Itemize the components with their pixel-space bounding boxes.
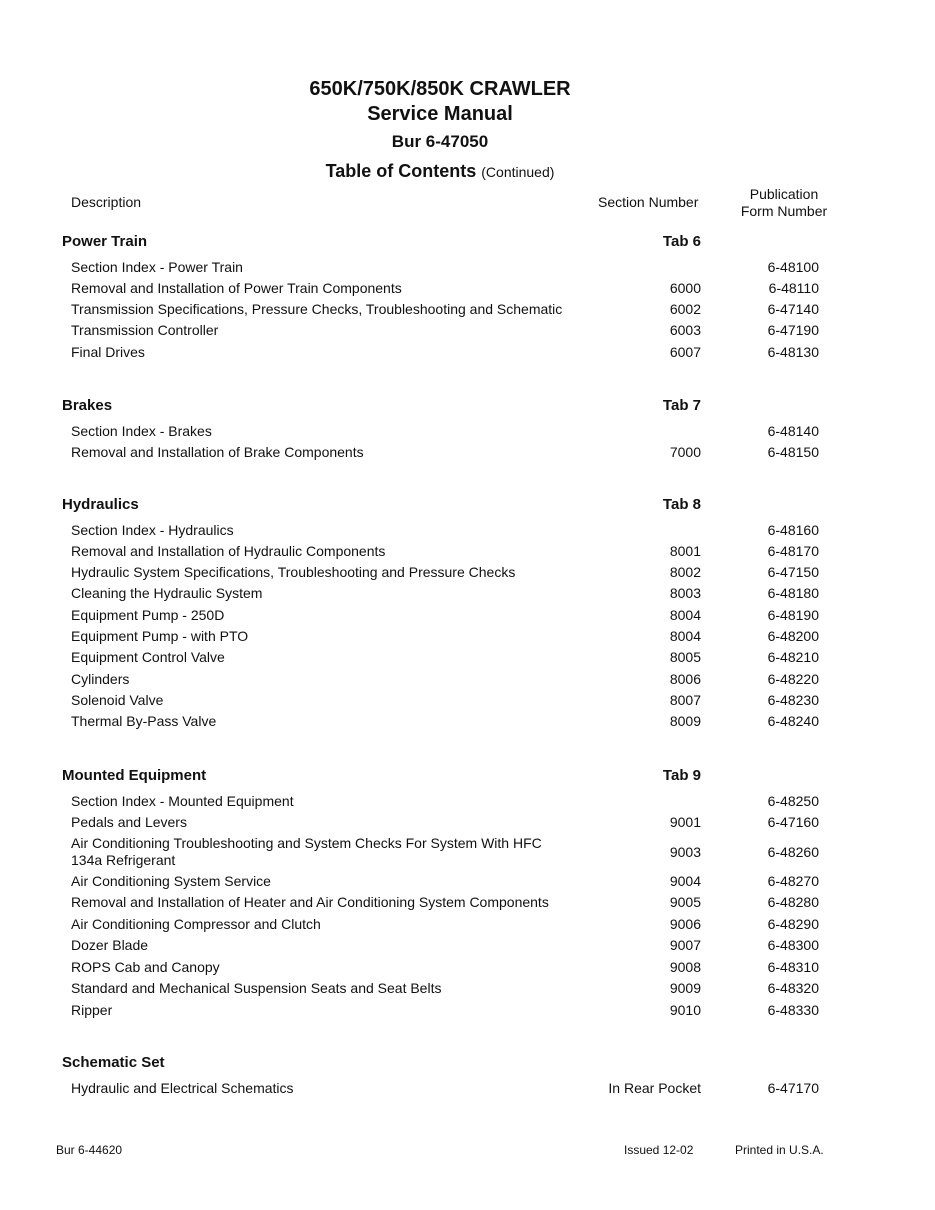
row-description: Removal and Installation of Heater and Air Conditioning System Components <box>71 894 549 910</box>
row-form-number: 6-48200 <box>767 628 819 644</box>
row-form-number: 6-48260 <box>767 844 819 860</box>
row-description: Removal and Installation of Power Train Components <box>71 280 402 296</box>
row-section-number: 9008 <box>669 959 701 975</box>
section-title: Mounted Equipment <box>62 767 207 784</box>
row-description: ROPS Cab and Canopy <box>71 959 220 975</box>
section-tab: Tab 6 <box>662 233 701 250</box>
section-title: Schematic Set <box>62 1054 165 1071</box>
section-tab: Tab 7 <box>662 397 701 414</box>
row-form-number: 6-47140 <box>767 301 819 317</box>
row-description: Standard and Mechanical Suspension Seats and Seat Belts <box>71 980 442 996</box>
row-form-number: 6-47190 <box>767 322 819 338</box>
column-header-pub-line1: Publication <box>749 186 819 202</box>
row-section-number: 9005 <box>669 894 701 910</box>
bur-number: Bur 6-47050 <box>391 132 489 151</box>
column-header-section-number: Section Number <box>598 194 699 210</box>
row-section-number: 8006 <box>669 671 701 687</box>
row-description: Section Index - Brakes <box>71 423 212 439</box>
footer-bur-number: Bur 6-44620 <box>56 1143 123 1157</box>
row-form-number: 6-47170 <box>767 1080 819 1096</box>
row-form-number: 6-48190 <box>767 607 819 623</box>
row-form-number: 6-48280 <box>767 894 819 910</box>
footer-printed: Printed in U.S.A. <box>735 1143 824 1157</box>
row-section-number: 7000 <box>669 444 701 460</box>
row-section-number: 9009 <box>669 980 701 996</box>
row-form-number: 6-48150 <box>767 444 819 460</box>
row-form-number: 6-48170 <box>767 543 819 559</box>
row-description: Equipment Control Valve <box>71 649 225 665</box>
row-section-number: 9004 <box>669 873 701 889</box>
row-description: Thermal By-Pass Valve <box>71 713 217 729</box>
row-form-number: 6-48130 <box>767 344 819 360</box>
column-header-description: Description <box>71 194 142 210</box>
row-form-number: 6-48210 <box>767 649 819 665</box>
row-description: Equipment Pump - with PTO <box>71 628 249 644</box>
row-form-number: 6-48100 <box>767 259 819 275</box>
row-description: Hydraulic System Specifications, Troubleshooting and Pressure Checks <box>71 564 516 580</box>
toc-label: Table of Contents <box>325 161 477 181</box>
section-tab: Tab 8 <box>662 496 701 513</box>
row-section-number: In Rear Pocket <box>608 1080 701 1096</box>
row-form-number: 6-48300 <box>767 937 819 953</box>
row-section-number: 8004 <box>669 607 701 623</box>
row-description: Pedals and Levers <box>71 814 187 830</box>
section-title: Hydraulics <box>62 496 139 513</box>
row-description: Solenoid Valve <box>71 692 164 708</box>
row-section-number: 6002 <box>669 301 701 317</box>
row-form-number: 6-48220 <box>767 671 819 687</box>
row-form-number: 6-48320 <box>767 980 819 996</box>
row-description: Section Index - Hydraulics <box>71 522 234 538</box>
row-description: Final Drives <box>71 344 145 360</box>
row-section-number: 8003 <box>669 585 701 601</box>
row-form-number: 6-48270 <box>767 873 819 889</box>
row-section-number: 8002 <box>669 564 701 580</box>
column-header-publication <box>720 186 848 220</box>
row-section-number: 8009 <box>669 713 701 729</box>
row-description: Dozer Blade <box>71 937 149 953</box>
row-description: Cleaning the Hydraulic System <box>71 585 263 601</box>
row-form-number: 6-48180 <box>767 585 819 601</box>
footer-issued: Issued 12-02 <box>624 1143 694 1157</box>
row-form-number: 6-48290 <box>767 916 819 932</box>
toc-heading <box>0 161 880 182</box>
row-description: Ripper <box>71 1002 113 1018</box>
row-section-number: 9001 <box>669 814 701 830</box>
section-title: Power Train <box>62 233 148 250</box>
row-section-number: 6000 <box>669 280 701 296</box>
row-form-number: 6-48110 <box>768 280 819 296</box>
row-description: Air Conditioning Compressor and Clutch <box>71 916 321 932</box>
row-description: Air Conditioning System Service <box>71 873 271 889</box>
row-description: Transmission Specifications, Pressure Checks, Troubleshooting and Schematic <box>71 301 563 317</box>
row-form-number: 6-48140 <box>767 423 819 439</box>
column-header-pub-line2: Form Number <box>740 203 828 219</box>
row-form-number: 6-48310 <box>767 959 819 975</box>
row-section-number: 9003 <box>669 844 701 860</box>
document-title: 650K/750K/850K CRAWLER <box>309 78 571 100</box>
row-description: Cylinders <box>71 671 130 687</box>
row-section-number: 9006 <box>669 916 701 932</box>
row-section-number: 6007 <box>669 344 701 360</box>
row-description: Section Index - Mounted Equipment <box>71 793 294 809</box>
row-description: Equipment Pump - 250D <box>71 607 225 623</box>
row-form-number: 6-48250 <box>767 793 819 809</box>
row-section-number: 8007 <box>669 692 701 708</box>
continued-label: (Continued) <box>481 164 555 180</box>
row-form-number: 6-48240 <box>767 713 819 729</box>
row-description: Removal and Installation of Brake Components <box>71 444 364 460</box>
row-section-number: 9007 <box>669 937 701 953</box>
row-description: Transmission Controller <box>71 322 219 338</box>
row-section-number: 8005 <box>669 649 701 665</box>
section-tab: Tab 9 <box>662 767 701 784</box>
row-description: Air Conditioning Troubleshooting and System Checks For System With HFC 134a Refrigerant <box>71 835 542 868</box>
row-description: Removal and Installation of Hydraulic Components <box>71 543 386 559</box>
row-description: Hydraulic and Electrical Schematics <box>71 1080 294 1096</box>
row-form-number: 6-47150 <box>767 564 819 580</box>
row-section-number: 8001 <box>669 543 701 559</box>
row-form-number: 6-48230 <box>767 692 819 708</box>
row-form-number: 6-48330 <box>767 1002 819 1018</box>
section-title: Brakes <box>62 397 113 414</box>
row-description: Section Index - Power Train <box>71 259 243 275</box>
row-form-number: 6-48160 <box>767 522 819 538</box>
row-section-number: 8004 <box>669 628 701 644</box>
row-section-number: 9010 <box>669 1002 701 1018</box>
document-subtitle: Service Manual <box>367 103 513 125</box>
row-section-number: 6003 <box>669 322 701 338</box>
row-form-number: 6-47160 <box>767 814 819 830</box>
